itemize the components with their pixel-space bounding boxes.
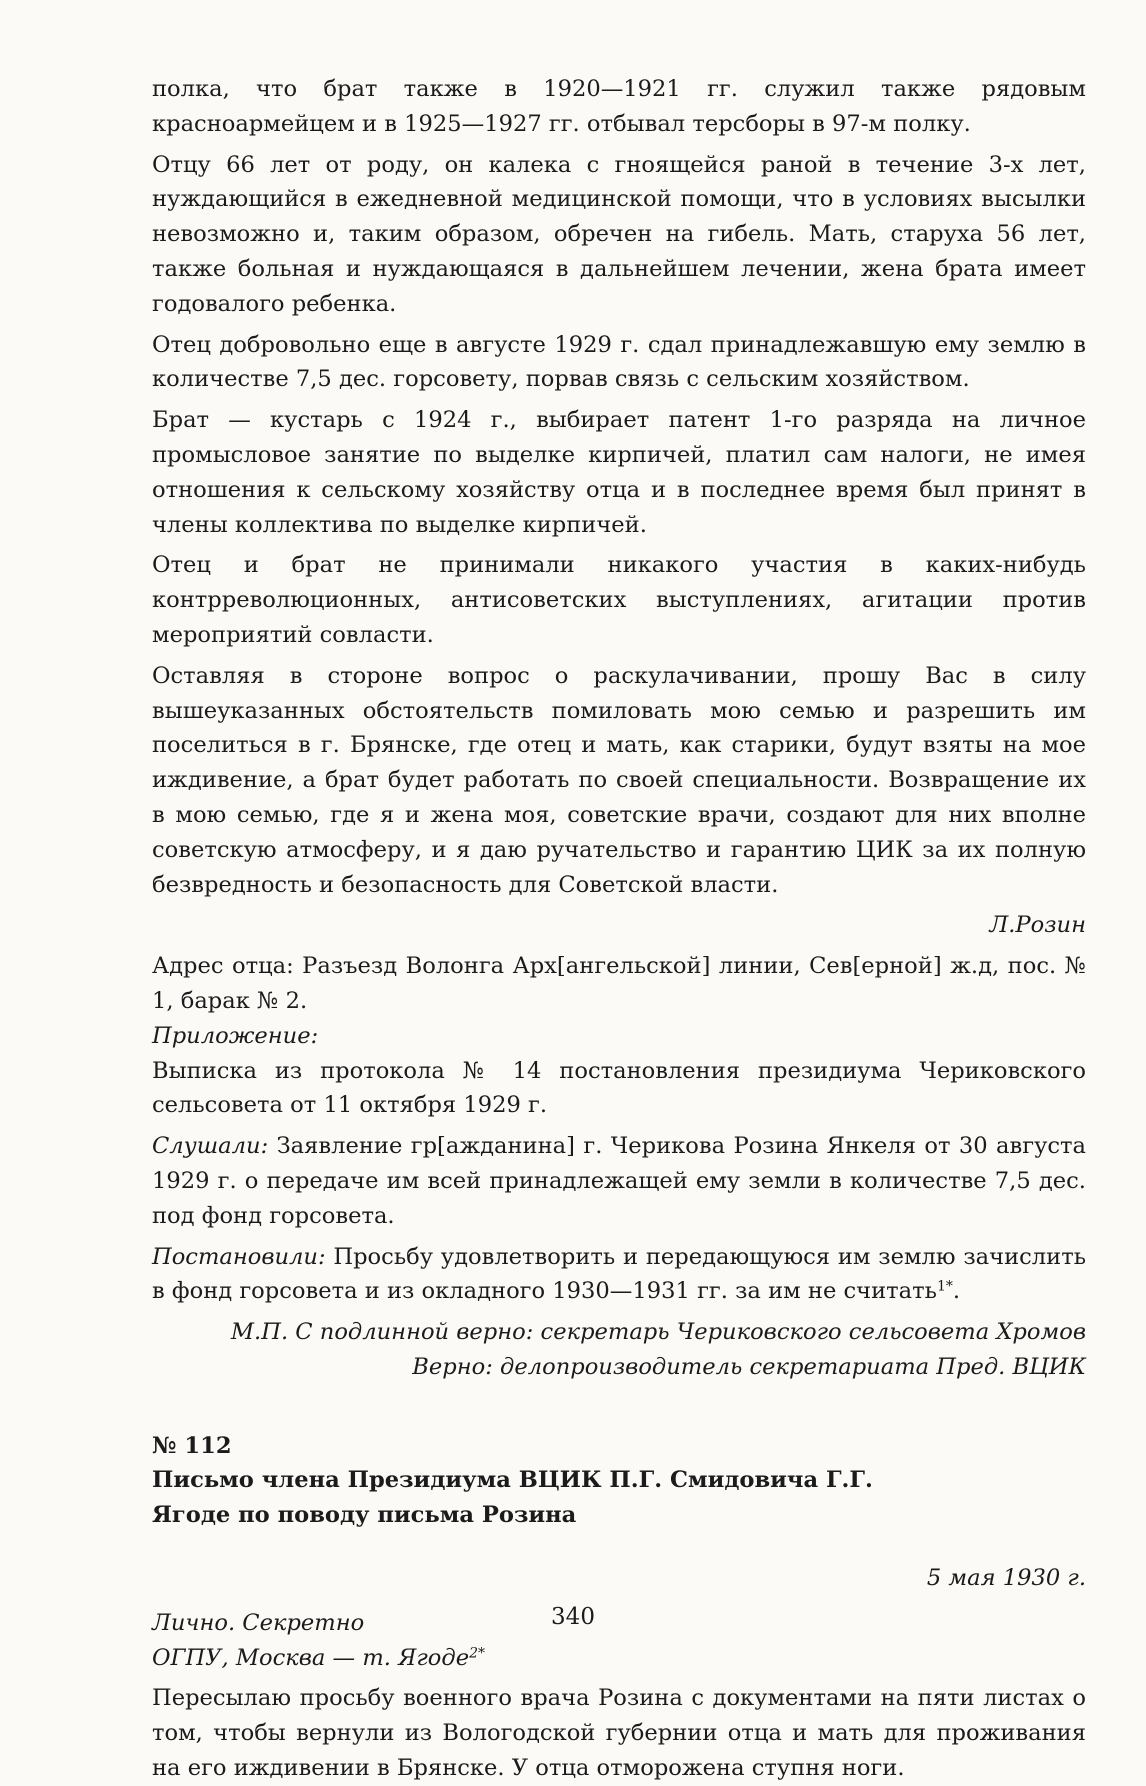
address: Адрес отца: Разъезд Волонга Арх[ангельской] линии, Сев[ерной] ж.д, пос. № 1, барак № 2.	[152, 953, 1086, 1014]
document-number: № 112	[152, 1432, 232, 1459]
heard-label: Слушали:	[152, 1133, 269, 1160]
paragraph: Отец добровольно еще в августе 1929 г. сдал принадлежавшую ему землю в количестве 7,5 дес. горсовету, порвав связь с сельским хозяйством.	[152, 331, 1086, 393]
resolved-text: Просьбу удовлетворить и передающуюся им землю зачислить в фонд горсовета и из окладного 1930—1931 гг. за им не считать	[152, 1243, 1086, 1305]
paragraph: Отец и брат не принимали никакого участия в каких-нибудь контрреволюционных, антисоветских выступлениях, агитации против мероприятий совласти.	[152, 552, 1086, 648]
footnote-mark: 2*	[469, 1644, 486, 1661]
paragraph: Оставляя в стороне вопрос о раскулачивании, прошу Вас в силу вышеуказанных обстоятельств помиловать мою семью и разрешить им поселиться в г. Брянске, где отец и мать, как старики, будут взяты на мое иждивение, а брат будет работать по своей специальности. Возвращение их в мою семью, где я и жена моя, советские врачи, создают для них вполне советскую атмосферу, и я даю ручательство и гарантию ЦИК за их полную безвредность и безопасность для Советской власти.	[152, 662, 1086, 898]
heard-paragraph	[152, 1129, 1086, 1233]
paragraph: Брат — кустарь с 1924 г., выбирает патент 1-го разряда на личное промысловое занятие по выделке кирпичей, платил сам налоги, не имея отношения к сельскому хозяйству отца и в последнее время был принят в члены коллектива по выделке кирпичей.	[152, 407, 1086, 538]
addressee	[152, 1641, 1086, 1676]
letter-body: Пересылаю просьбу военного врача Розина с документами на пяти листах о том, чтобы вернули из Вологодской губернии отца и мать для проживания на его иждивении в Брянске. У отца отморожена ступня ноги.	[152, 1685, 1086, 1782]
appendix-label: Приложение:	[152, 1022, 319, 1049]
signature: Л.Розин	[989, 912, 1086, 939]
footnote-mark: 1*	[936, 1278, 953, 1295]
classification: Лично. Секретно	[152, 1609, 365, 1636]
addressee-text: ОГПУ, Москва — т. Ягоде	[152, 1644, 470, 1671]
heard-text: Заявление гр[ажданина] г. Черикова Розина Янкеля от 30 августа 1929 г. о передаче им всей принадлежащей ему земли в количестве 7,5 дес. под фонд горсовета.	[152, 1133, 1086, 1229]
resolved-paragraph	[152, 1240, 1086, 1310]
paragraph: полка, что брат также в 1920—1921 гг. служил также рядовым красноармейцем и в 1925—1927 гг. отбывал терсборы в 97-м полку.	[152, 76, 1086, 137]
resolved-end: .	[952, 1278, 961, 1305]
document-date: 5 мая 1930 г.	[926, 1565, 1086, 1592]
paragraph: Отцу 66 лет от роду, он калека с гноящейся раной в течение 3-х лет, нуждающийся в ежедневной медицинской помощи, что в условиях высылки невозможно и, таким образом, обречен на гибель. Мать, старуха 56 лет, также больная и нуждающаяся в дальнейшем лечении, жена брата имеет годовалого ребенка.	[152, 151, 1086, 317]
extract-heading: Выписка из протокола № 14 постановления президиума Чериковского сельсовета от 11 октября 1929 г.	[152, 1057, 1086, 1119]
text-column	[152, 72, 1086, 1786]
resolved-label: Постановили:	[152, 1243, 326, 1270]
seal-line: М.П. С подлинной верно: секретарь Чериковского сельсовета Хромов	[230, 1319, 1086, 1346]
page-number: 340	[551, 1604, 595, 1630]
document-title: Письмо члена Президиума ВЦИК П.Г. Смидовича Г.Г. Ягоде по поводу письма Розина	[152, 1467, 873, 1529]
true-copy-line: Верно: делопроизводитель секретариата Пред. ВЦИК	[412, 1353, 1086, 1380]
